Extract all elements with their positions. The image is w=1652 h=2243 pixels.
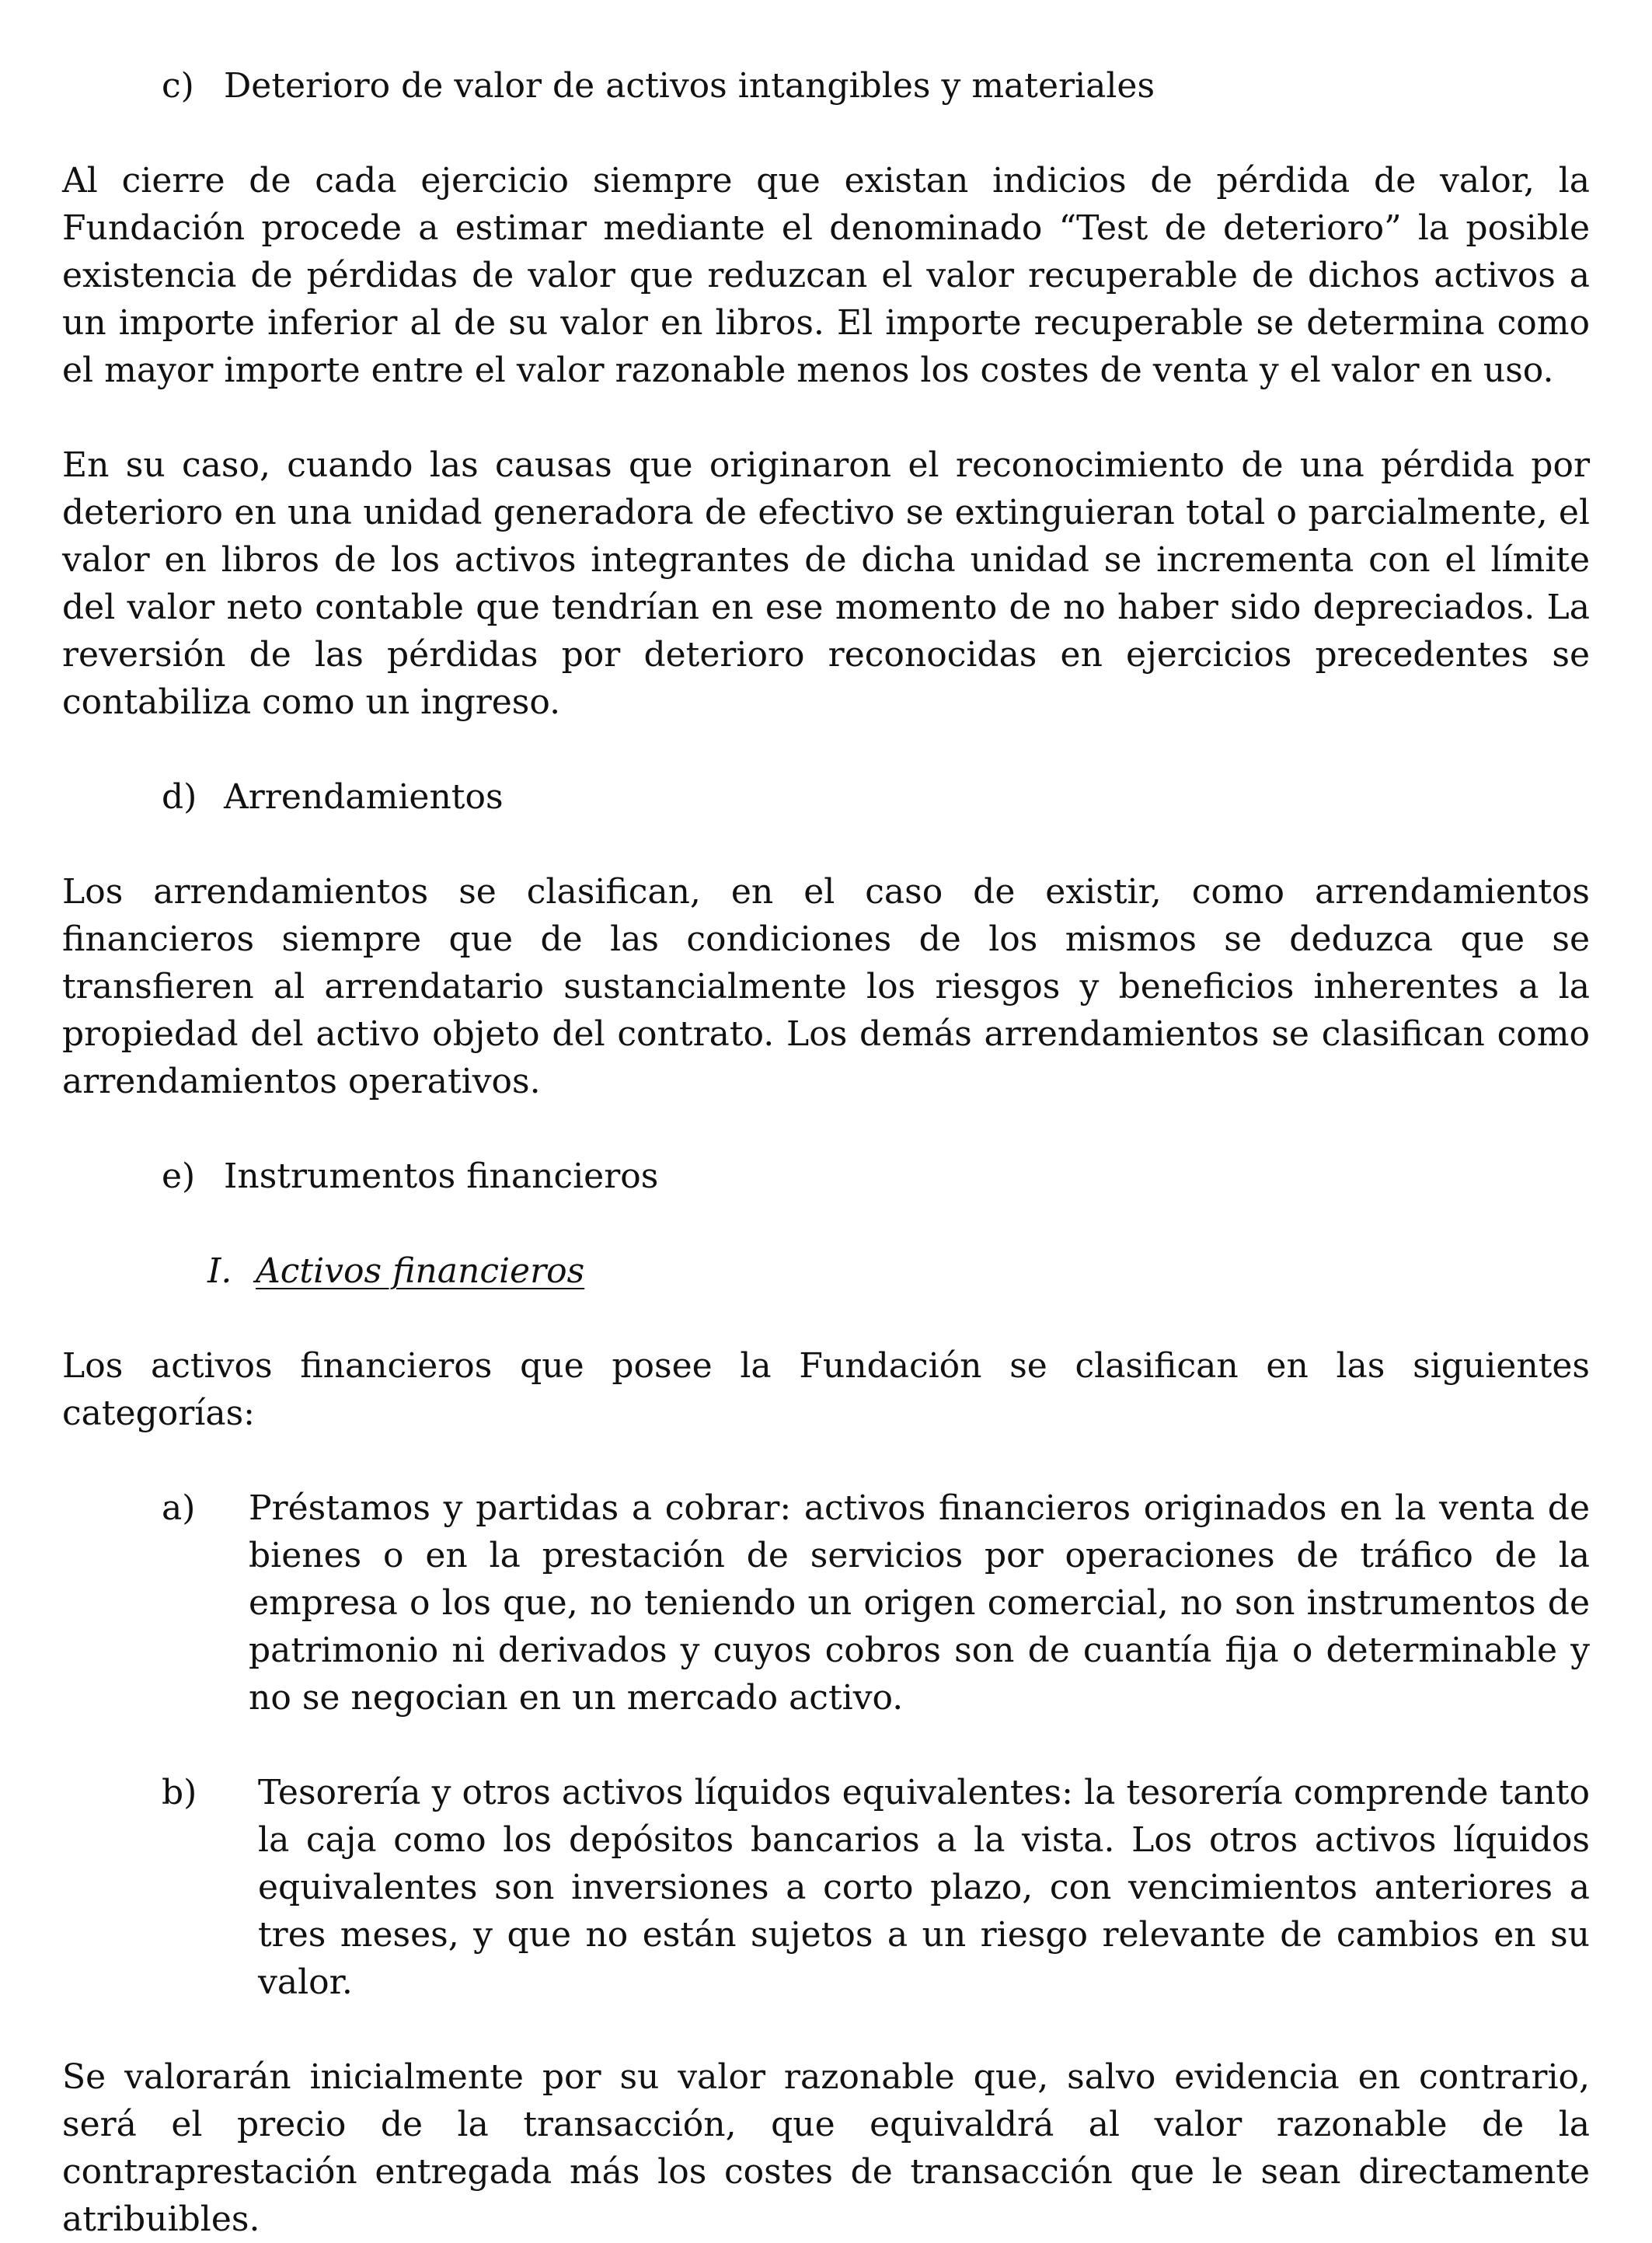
section-e-marker: e) [162, 1156, 196, 1196]
section-d-marker: d) [162, 777, 197, 817]
section-d-title: Arrendamientos [224, 777, 504, 817]
list-item-b-text: Tesorería y otros activos líquidos equivalentes: la tesorería comprende tanto la caja como los depósitos bancarios a la vista. Los otros activos líquidos equivalentes son inversiones a corto plazo, con vencimientos anteriores a tres meses, y que no están sujetos a un riesgo relevante de cambios en su valor. [258, 1773, 1590, 2002]
section-e-closing: Se valorarán inicialmente por su valor razonable que, salvo evidencia en contrario, será el precio de la transacción, que equivaldrá al valor razonable de la contraprestación entregada más los costes de transacción que le sean directamente atribuibles. [62, 2057, 1590, 2239]
list-item-a-marker: a) [162, 1488, 196, 1528]
section-c-paragraph-2: En su caso, cuando las causas que originaron el reconocimiento de una pérdida por deterioro en una unidad generadora de efectivo se extinguieran total o parcialmente, el valor en libros de los activos integrantes de dicha unidad se incrementa con el límite del valor neto contable que tendrían en ese momento de no haber sido depreciados. La reversión de las pérdidas por deterioro reconocidas en ejercicios precedentes se contabiliza como un ingreso. [62, 445, 1590, 722]
list-item-b-marker: b) [162, 1773, 197, 1812]
list-item-a [62, 1484, 1590, 1721]
section-c-title: Deterioro de valor de activos intangibles y materiales [224, 66, 1155, 106]
section-c-paragraph-1: Al cierre de cada ejercicio siempre que existan indicios de pérdida de valor, la Fundación procede a estimar mediante el denominado “Test de deterioro” la posible existencia de pérdidas de valor que reduzcan el valor recuperable de dichos activos a un importe inferior al de su valor en libros. El importe recuperable se determina como el mayor importe entre el valor razonable menos los costes de venta y el valor en uso. [62, 161, 1590, 390]
section-e-subheading [62, 1247, 1590, 1295]
document-page [62, 62, 1590, 2243]
section-d-paragraph-1: Los arrendamientos se clasifican, en el caso de existir, como arrendamientos financieros siempre que de las condiciones de los mismos se deduzca que se transfieren al arrendatario sustancialmente los riesgos y beneficios inherentes a la propiedad del activo objeto del contrato. Los demás arrendamientos se clasifican como arrendamientos operativos. [62, 872, 1590, 1101]
list-item-a-text: Préstamos y partidas a cobrar: activos financieros originados en la venta de bienes o en la prestación de servicios por operaciones de tráfico de la empresa o los que, no teniendo un origen comercial, no son instrumentos de patrimonio ni derivados y cuyos cobros son de cuantía fija o determinable y no se negocian en un mercado activo. [249, 1488, 1590, 1718]
section-e-sub-marker: I. [207, 1251, 232, 1291]
section-d-heading [62, 773, 1590, 821]
section-c-marker: c) [162, 66, 194, 106]
section-e-title: Instrumentos financieros [224, 1156, 659, 1196]
section-e-intro: Los activos financieros que posee la Fundación se clasifican en las siguientes categorías: [62, 1346, 1590, 1433]
section-c-heading [62, 62, 1590, 110]
section-e-heading [62, 1153, 1590, 1200]
list-item-b [62, 1769, 1590, 2006]
section-e-sub-title: Activos financieros [256, 1251, 585, 1291]
